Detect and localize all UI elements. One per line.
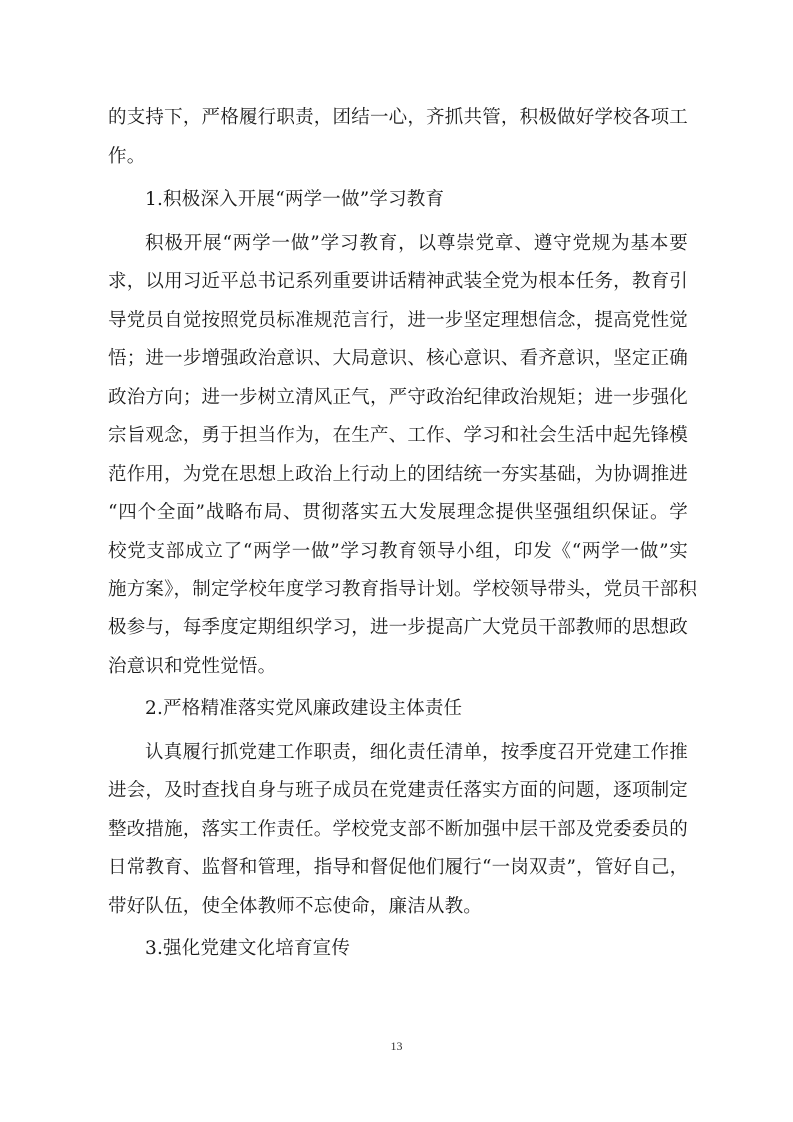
section-heading-1: 1.积极深入开展“两学一做”学习教育 (145, 189, 445, 210)
paragraph-line: 导党员自觉按照党员标准规范言行，进一步坚定理想信念，提高党性觉 (108, 310, 688, 331)
paragraph-line: 作。 (108, 146, 146, 167)
paragraph-line: 范作用，为党在思想上政治上行动上的团结统一夯实基础，为协调推进 (108, 464, 688, 485)
paragraph-line: 的支持下，严格履行职责，团结一心，齐抓共管，积极做好学校各项工 (108, 107, 688, 128)
paragraph-line: 极参与，每季度定期组织学习，进一步提高广大党员干部教师的思想政 (108, 617, 688, 638)
section-heading-3: 3.强化党建文化培育宣传 (145, 938, 351, 959)
paragraph-line: 认真履行抓党建工作职责，细化责任清单，按季度召开党建工作推 (145, 742, 688, 763)
paragraph-line: 日常教育、监督和管理，指导和督促他们履行“一岗双责”，管好自己， (108, 857, 689, 878)
paragraph-line: 整改措施，落实工作责任。学校党支部不断加强中层干部及党委委员的 (108, 819, 688, 840)
paragraph-line: 积极开展“两学一做”学习教育，以尊崇党章、遵守党规为基本要 (145, 233, 688, 254)
paragraph-line: 悟；进一步增强政治意识、大局意识、核心意识、看齐意识，坚定正确 (108, 348, 688, 369)
paragraph-line: 带好队伍，使全体教师不忘使命，廉洁从教。 (108, 896, 483, 917)
paragraph-line: 治意识和党性觉悟。 (108, 656, 277, 677)
paragraph-line: “四个全面”战略布局、贯彻落实五大发展理念提供坚强组织保证。学 (108, 502, 688, 523)
paragraph-line: 施方案》，制定学校年度学习教育指导计划。学校领导带头，党员干部积 (108, 579, 698, 600)
section-heading-2: 2.严格精准落实党风廉政建设主体责任 (145, 698, 463, 719)
paragraph-line: 求，以用习近平总书记系列重要讲话精神武装全党为根本任务，教育引 (108, 271, 688, 292)
paragraph-line: 校党支部成立了“两学一做”学习教育领导小组，印发《“两学一做”实 (108, 541, 688, 562)
paragraph-line: 进会，及时查找自身与班子成员在党建责任落实方面的问题，逐项制定 (108, 780, 688, 801)
paragraph-line: 政治方向；进一步树立清风正气，严守政治纪律政治规矩；进一步强化 (108, 387, 688, 408)
page-number: 13 (390, 1039, 403, 1053)
paragraph-line: 宗旨观念，勇于担当作为，在生产、工作、学习和社会生活中起先锋模 (108, 425, 688, 446)
